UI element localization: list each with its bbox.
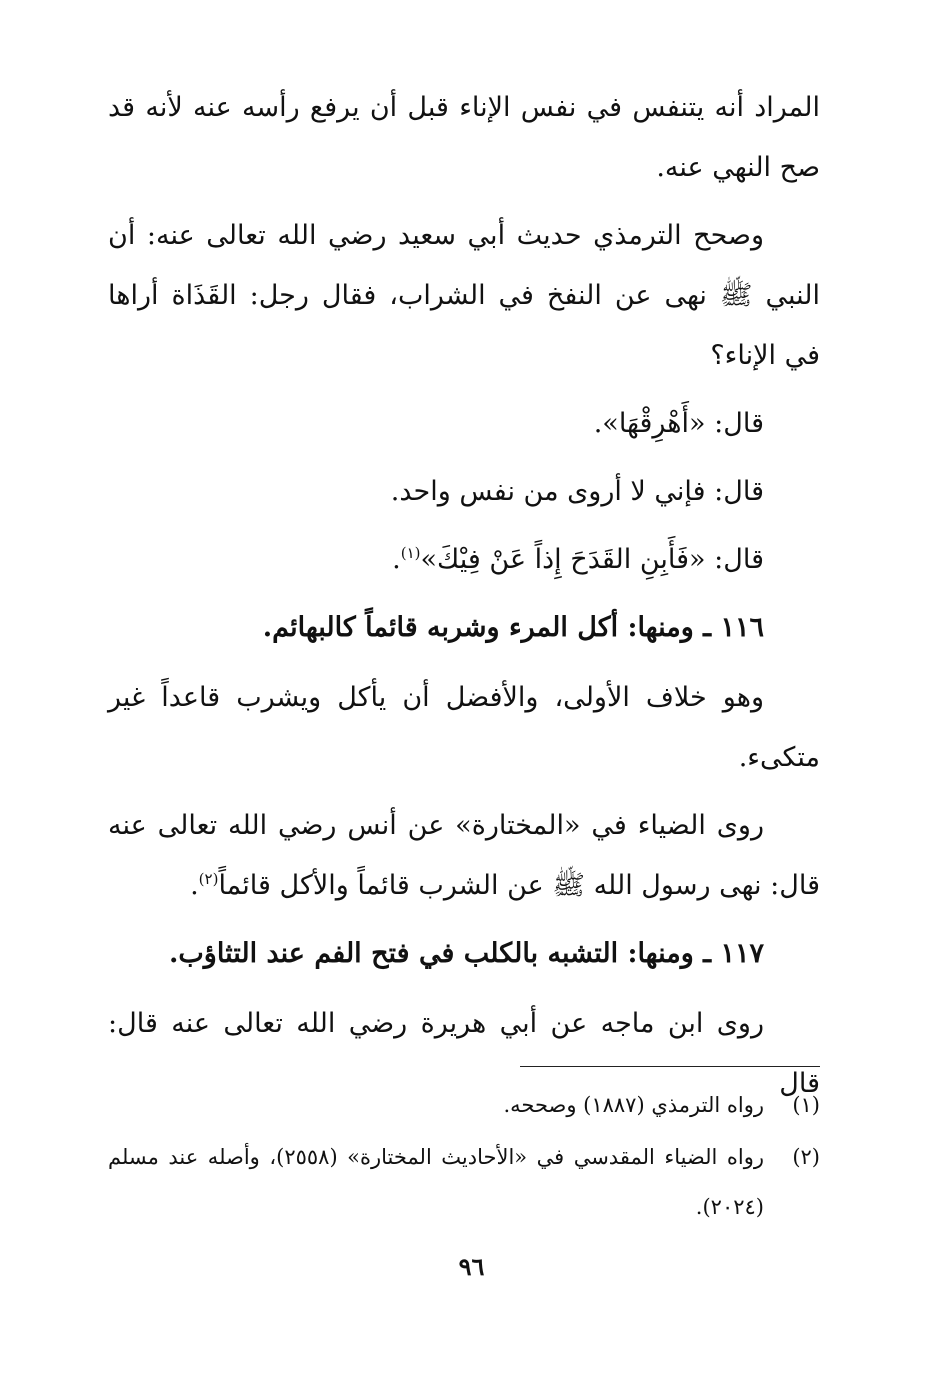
quote-line-3-end: .	[392, 544, 401, 575]
quote-line-2: قال: فإني لا أروى من نفس واحد.	[390, 476, 764, 507]
paragraph-5: روى ابن ماجه عن أبي هريرة رضي الله تعالى عنه قال: قال	[108, 1008, 820, 1099]
paragraph-4-text: روى الضياء في «المختارة» عن أنس رضي الله تعالى عنه قال: نهى رسول الله ﷺ عن الشرب قائماً والأكل قائماً	[108, 810, 820, 901]
section-heading-116: ١١٦ ـ ومنها: أكل المرء وشربه قائماً كالبهائم.	[262, 612, 764, 643]
footnote-ref-1: (١)	[400, 544, 421, 562]
footnote-2-text: رواه الضياء المقدسي في «الأحاديث المختارة» (٢٥٥٨)، وأصله عند مسلم (٢٠٢٤).	[108, 1145, 764, 1219]
section-heading-117: ١١٧ ـ ومنها: التشبه بالكلب في فتح الفم عند التثاؤب.	[168, 938, 764, 969]
quote-line-3	[108, 530, 820, 590]
footnote-1-number: (١)	[792, 1093, 820, 1117]
quote-line-1: قال: «أَهْرِقْهَا».	[593, 408, 764, 439]
footnote-2-number: (٢)	[792, 1145, 820, 1169]
footnote-2	[108, 1132, 820, 1232]
paragraph-1: المراد أنه يتنفس في نفس الإناء قبل أن يرفع رأسه عنه لأنه قد صح النهي عنه.	[108, 92, 820, 183]
footnote-1-text: رواه الترمذي (١٨٨٧) وصححه.	[503, 1093, 764, 1117]
footnote-1	[108, 1080, 820, 1130]
page-body	[108, 78, 820, 1122]
quote-line-3-text: قال: «فَأَبِنِ القَدَحَ إِذاً عَنْ فِيْكَ»	[420, 544, 764, 575]
footnotes	[108, 1080, 820, 1234]
page-number: ٩٦	[458, 1252, 485, 1281]
paragraph-2: وصحح الترمذي حديث أبي سعيد رضي الله تعالى عنه: أن النبي ﷺ نهى عن النفخ في الشراب، فقال رجل: القَذَاة أراها في الإناء؟	[108, 220, 820, 371]
paragraph-3: وهو خلاف الأولى، والأفضل أن يأكل ويشرب قاعداً غير متكىء.	[108, 682, 820, 773]
footnote-separator	[520, 1066, 820, 1067]
paragraph-4	[108, 796, 820, 916]
paragraph-4-end: .	[190, 870, 199, 901]
footnote-ref-2: (٢)	[198, 870, 219, 888]
